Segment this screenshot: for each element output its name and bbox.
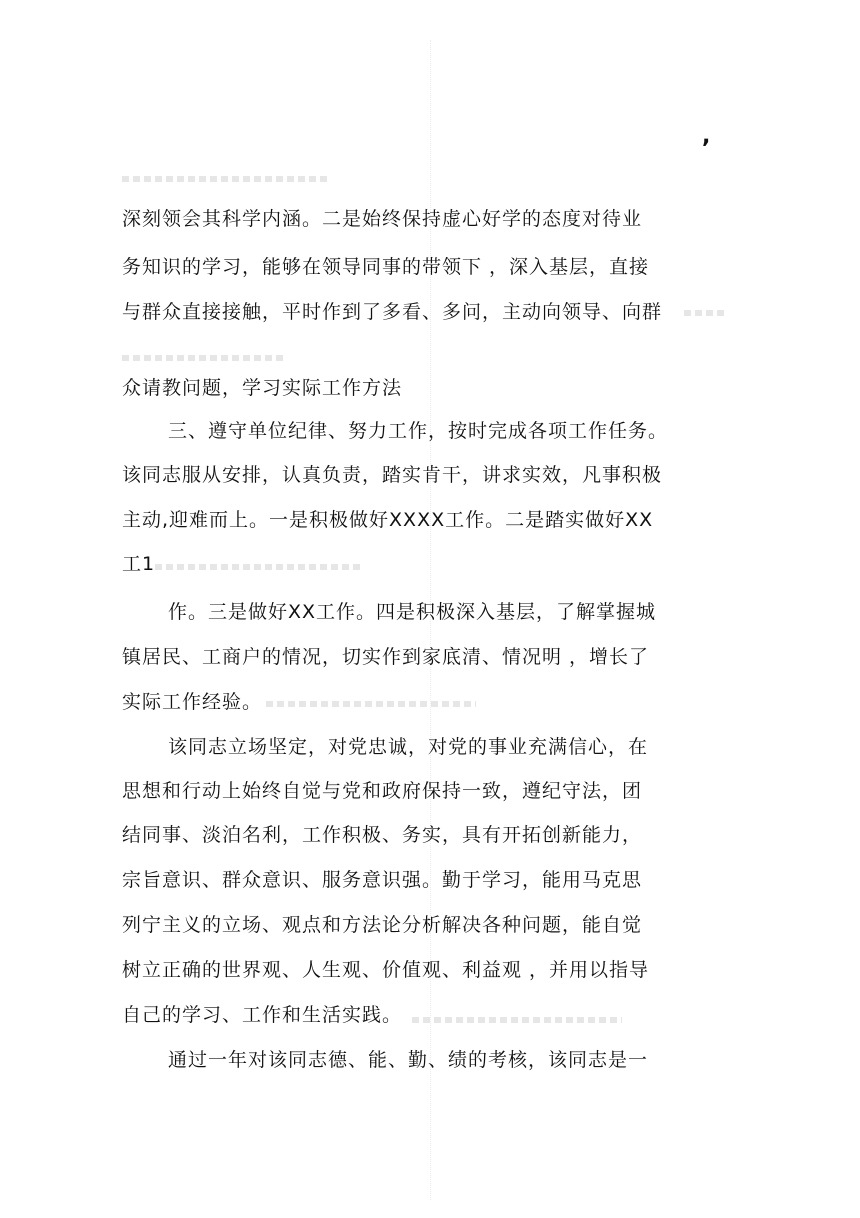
text-line: 众请教问题，学习实际工作方法 [122,377,403,399]
text-line: 三、遵守单位纪律、努力工作，按时完成各项工作任务。 [168,420,669,442]
text-line: 该同志立场坚定，对党忠诚，对党的事业充满信心，在 [168,736,649,758]
text-line: 树立正确的世界观、人生观、价值观、利益观 ，并用以指导 [122,959,650,981]
text-line: 深刻领会其科学内涵。二是始终保持虚心好学的态度对待业 [122,208,643,230]
text-line: 主动,迎难而上。一是积极做好XXXX工作。二是踏实做好XX [122,509,654,531]
text-line: 实际工作经验。 [122,691,263,713]
text-line: 宗旨意识、群众意识、服务意识强。勤于学习，能用马克思 [122,869,643,891]
faint-footer-artifact [122,176,330,182]
text-line: 作。三是做好XX工作。四是积极深入基层，了解掌握城 [168,601,657,623]
text-line: 该同志服从安排，认真负责，踏实肯干，讲求实效，凡事积极 [122,464,663,486]
text-line: 与群众直接接触，平时作到了多看、多问，主动向领导、向群 [122,301,663,323]
text-line: 自己的学习、工作和生活实践。 [122,1004,403,1026]
faint-footer-artifact [412,1017,622,1023]
text-line: 思想和行动上始终自觉与党和政府保持一致，遵纪守法，团 [122,780,643,802]
text-line: 镇居民、工商户的情况，切实作到家底清、情况明 ，增长了 [122,646,650,668]
text-line: 工1 [122,553,156,575]
top-comma-mark: , [702,124,711,149]
text-line: 列宁主义的立场、观点和方法论分析解决各种问题，能自觉 [122,914,643,936]
faint-footer-artifact [684,310,726,316]
faint-footer-artifact [155,564,360,570]
text-line: 结同事、淡泊名利，工作积极、务实，具有开拓创新能力， [122,824,643,846]
text-line: 务知识的学习，能够在领导同事的带领下 ，深入基层，直接 [122,256,650,278]
faint-footer-artifact [266,701,476,707]
text-line: 通过一年对该同志德、能、勤、绩的考核，该同志是一 [168,1049,649,1071]
faint-footer-artifact [122,355,287,361]
